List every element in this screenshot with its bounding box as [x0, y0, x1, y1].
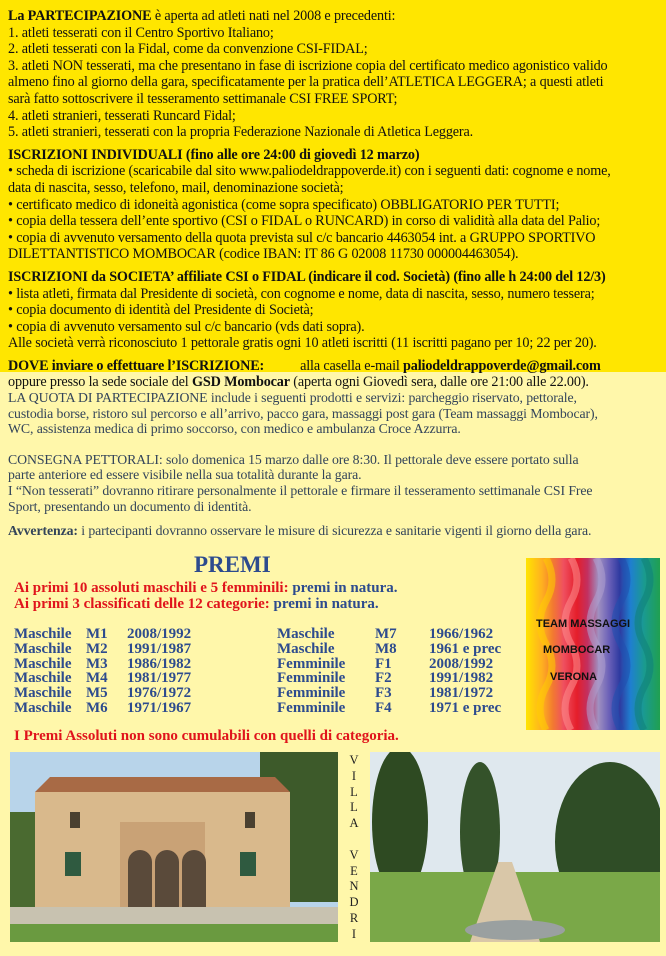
consegna-line: parte anteriore ed essere visibile nella sua totalità durante la gara. [8, 467, 362, 483]
category-code: F2 [375, 670, 392, 687]
category-gender: Maschile [14, 685, 72, 702]
category-gender: Femminile [277, 685, 346, 702]
category-row [14, 642, 539, 657]
individuali-line: • certificato medico di idoneità agonistica (come sopra specificato) OBBLIGATORIO PER TUTTI; [8, 196, 560, 213]
villa-letter: I [351, 926, 357, 941]
dove-title: DOVE inviare o effettuare l’ISCRIZIONE: [8, 357, 265, 374]
logo-line3: VERONA [550, 671, 598, 683]
category-gender: Maschile [277, 626, 335, 642]
partecipazione-line: 3. atleti NON tesserati, ma che presentano in fase di iscrizione copia del certificato medico agonistico valido [8, 57, 608, 74]
category-gender: Maschile [14, 670, 72, 687]
category-row [14, 686, 539, 701]
partecipazione-line: 4. atleti stranieri, tesserati Runcard Fidal; [8, 107, 236, 124]
consegna-line: CONSEGNA PETTORALI: solo domenica 15 marzo dalle ore 8:30. Il pettorale deve essere portato sulla [8, 451, 579, 467]
societa-line: • copia documento di identità del Presidente di Società; [8, 302, 314, 319]
category-years: 1986/1982 [127, 655, 192, 672]
category-years: 1971 e prec [429, 699, 502, 716]
quota-line: LA QUOTA DI PARTECIPAZIONE include i seguenti prodotti e servizi: parcheggio riservato, pettorale, [8, 390, 577, 405]
individuali-line: DILETTANTISTICO MOMBOCAR (codice IBAN: IT 86 G 02008 11730 000004463054). [8, 246, 519, 263]
individuali-line: • scheda di iscrizione (scaricabile dal sito www.paliodeldrappoverde.it) con i seguenti dati: cognome e nome, [8, 163, 611, 180]
gsd-name: GSD Mombocar [192, 374, 290, 391]
premi-line1-red: Ai primi 10 assoluti maschili e 5 femminili: [14, 580, 289, 596]
category-gender: Maschile [14, 699, 72, 716]
categories-table [14, 627, 539, 716]
premi-line1-blue: premi in natura. [288, 580, 398, 596]
villa-letter: V [349, 847, 359, 862]
consegna-line: I “Non tesserati” dovranno ritirare personalmente il pettorale e firmare il tesseramento settimanale CSI Free [8, 482, 593, 498]
individuali-line: • copia della tessera dell’ente sportivo (CSI o FIDAL o RUNCARD) in corso di validità alla data del Palio; [8, 213, 601, 230]
villa-letter: A [349, 816, 359, 831]
category-gender: Femminile [277, 655, 346, 672]
partecipazione-title: La PARTECIPAZIONE [8, 8, 152, 24]
category-code: M7 [375, 626, 397, 642]
category-code: F1 [375, 655, 392, 672]
partecipazione-intro: è aperta ad atleti nati nel 2008 e precedenti: [151, 8, 396, 24]
quota-line: custodia borse, ristoro sul percorso e all’arrivo, pacco gara, massaggi post gara (Team massaggi Mombocar), [8, 405, 598, 421]
category-gender: Femminile [277, 699, 346, 716]
category-code: M6 [86, 699, 108, 716]
category-years: 1981/1972 [429, 685, 494, 702]
villa-letter: I [351, 768, 357, 783]
category-years: 1991/1987 [127, 640, 192, 657]
partecipazione-line: 1. atleti tesserati con il Centro Sportivo Italiano; [8, 24, 274, 41]
category-years: 2008/1992 [127, 626, 192, 642]
villa-letter: N [349, 879, 359, 894]
villa-letter: D [349, 895, 359, 910]
premi-note: I Premi Assoluti non sono cumulabili con quelli di categoria. [14, 728, 399, 744]
villa-photo [10, 752, 338, 942]
consegna-line: Sport, presentando un documento di identità. [8, 498, 252, 514]
partecipazione-line: almeno fino al giorno della gara, specificatamente per la pratica dell’ATLETICA LEGGERA; a questi atleti [8, 74, 604, 91]
villa-letter: V [349, 753, 359, 767]
category-years: 1961 e prec [429, 640, 502, 657]
category-code: M5 [86, 685, 108, 702]
premi-line2-blue: premi in natura. [269, 596, 379, 612]
category-row [14, 671, 539, 686]
societa-line: • lista atleti, firmata dal Presidente di società, con cognome e nome, data di nascita, sesso, numero tessera; [8, 285, 595, 302]
category-years: 2008/1992 [429, 655, 494, 672]
category-row [14, 627, 539, 642]
avvertenza-text: i partecipanti dovranno osservare le misure di sicurezza e sanitarie vigenti il giorno della gara. [77, 523, 592, 539]
category-years: 1981/1977 [127, 670, 192, 687]
dove-line2-pre: oppure presso la sede sociale del [8, 374, 192, 391]
premi-title: PREMI [194, 552, 271, 577]
dove-pre-email: alla casella e-mail [300, 357, 404, 374]
garden-photo [370, 752, 660, 942]
category-code: M3 [86, 655, 108, 672]
category-code: M8 [375, 640, 397, 657]
villa-letter: L [350, 800, 358, 815]
dove-line2-post: (aperta ogni Giovedì sera, dalle ore 21:00 alle 22.00). [289, 374, 589, 391]
category-gender: Maschile [14, 640, 72, 657]
villa-vendri-vertical-label [344, 752, 364, 942]
villa-letter: E [350, 863, 358, 878]
villa-letter [344, 831, 364, 847]
logo-line1: TEAM MASSAGGI [536, 618, 631, 630]
category-row [14, 701, 539, 716]
category-years: 1976/1972 [127, 685, 192, 702]
partecipazione-line: 2. atleti tesserati con la Fidal, come da convenzione CSI-FIDAL; [8, 41, 368, 58]
villa-letter: L [350, 784, 358, 799]
individuali-title: ISCRIZIONI INDIVIDUALI (fino alle ore 24:00 di giovedì 12 marzo) [8, 146, 420, 163]
category-years: 1991/1982 [429, 670, 494, 687]
logo-line2: MOMBOCAR [543, 644, 611, 656]
societa-line: • copia di avvenuto versamento sul c/c bancario (vds dati sopra). [8, 318, 365, 335]
registration-section [0, 0, 666, 391]
villa-letter: R [349, 910, 359, 925]
individuali-line: • copia di avvenuto versamento della quota prevista sul c/c bancario 4463054 int. a GRUPPO SPORTIVO [8, 229, 596, 246]
team-massaggi-logo [526, 558, 660, 730]
category-gender: Maschile [14, 626, 72, 642]
category-gender: Maschile [14, 655, 72, 672]
category-code: F4 [375, 699, 392, 716]
category-gender: Femminile [277, 670, 346, 687]
email-link[interactable]: paliodeldrappoverde@gmail.com [403, 357, 601, 374]
quota-line: WC, assistenza medica di primo soccorso, con medico e ambulanza Croce Azzurra. [8, 421, 461, 437]
category-years: 1966/1962 [429, 626, 494, 642]
societa-line: Alle società verrà riconosciuto 1 pettorale gratis ogni 10 atleti iscritti (11 iscritti pagano per 10; 22 per 20). [8, 335, 597, 352]
individuali-line: data di nascita, sesso, telefono, mail, denominazione società; [8, 179, 344, 196]
societa-title: ISCRIZIONI da SOCIETA’ affiliate CSI o FIDAL (indicare il cod. Società) (fino alle h 24:00 del 12/3) [8, 268, 606, 285]
category-code: M2 [86, 640, 108, 657]
category-code: F3 [375, 685, 392, 702]
category-gender: Maschile [277, 640, 335, 657]
premi-line2-red: Ai primi 3 classificati delle 12 categorie: [14, 596, 270, 612]
category-years: 1971/1967 [127, 699, 192, 716]
avvertenza-label: Avvertenza: [8, 523, 78, 539]
category-code: M1 [86, 626, 108, 642]
category-code: M4 [86, 670, 108, 687]
partecipazione-line: 5. atleti stranieri, tesserati con la propria Federazione Nazionale di Atletica Leggera. [8, 124, 474, 141]
category-row [14, 657, 539, 672]
partecipazione-line: sarà fatto sottoscrivere il tesseramento settimanale CSI FREE SPORT; [8, 90, 398, 107]
